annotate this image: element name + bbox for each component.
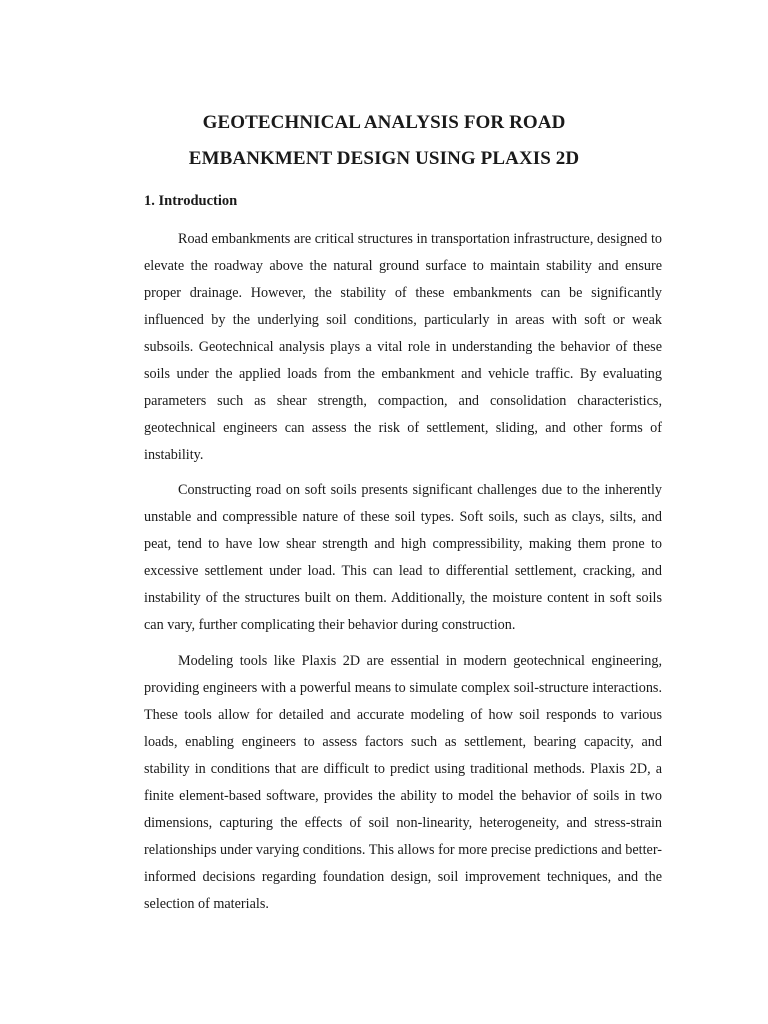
document-title-line-2: EMBANKMENT DESIGN USING PLAXIS 2D [188, 148, 580, 169]
document-title-line-1: GEOTECHNICAL ANALYSIS FOR ROAD [202, 112, 566, 133]
section-heading-introduction: 1. Introduction [144, 193, 238, 209]
paragraph-1: Road embankments are critical structures in transportation infrastructure, designed to elevate the roadway above the natural ground surface to maintain stability and ensure proper drainage. However, the stability of these embankments can be significantly influenced by the underlying soil conditions, particularly in areas with soft or weak subsoils. Geotechnical analysis plays a vital role in understanding the behavior of these soils under the applied loads from the embankment and vehicle traffic. By evaluating parameters such as shear strength, compaction, and consolidation characteristics, geotechnical engineers can assess the risk of settlement, sliding, and other forms of instability. [144, 231, 662, 463]
paragraph-2: Constructing road on soft soils presents significant challenges due to the inherently unstable and compressible nature of these soil types. Soft soils, such as clays, silts, and peat, tend to have low shear strength and high compressibility, making them prone to excessive settlement under load. This can lead to differential settlement, cracking, and instability of the structures built on them. Additionally, the moisture content in soft soils can vary, further complicating their behavior during construction. [144, 482, 662, 633]
paragraph-3: Modeling tools like Plaxis 2D are essential in modern geotechnical engineering, providing engineers with a powerful means to simulate complex soil-structure interactions. These tools allow for detailed and accurate modeling of how soil responds to various loads, enabling engineers to assess factors such as settlement, bearing capacity, and stability in conditions that are difficult to predict using traditional methods. Plaxis 2D, a finite element-based software, provides the ability to model the behavior of soils in two dimensions, capturing the effects of soil non-linearity, heterogeneity, and stress-strain relationships under varying conditions. This allows for more precise predictions and better-informed decisions regarding foundation design, soil improvement techniques, and the selection of materials. [144, 653, 662, 912]
